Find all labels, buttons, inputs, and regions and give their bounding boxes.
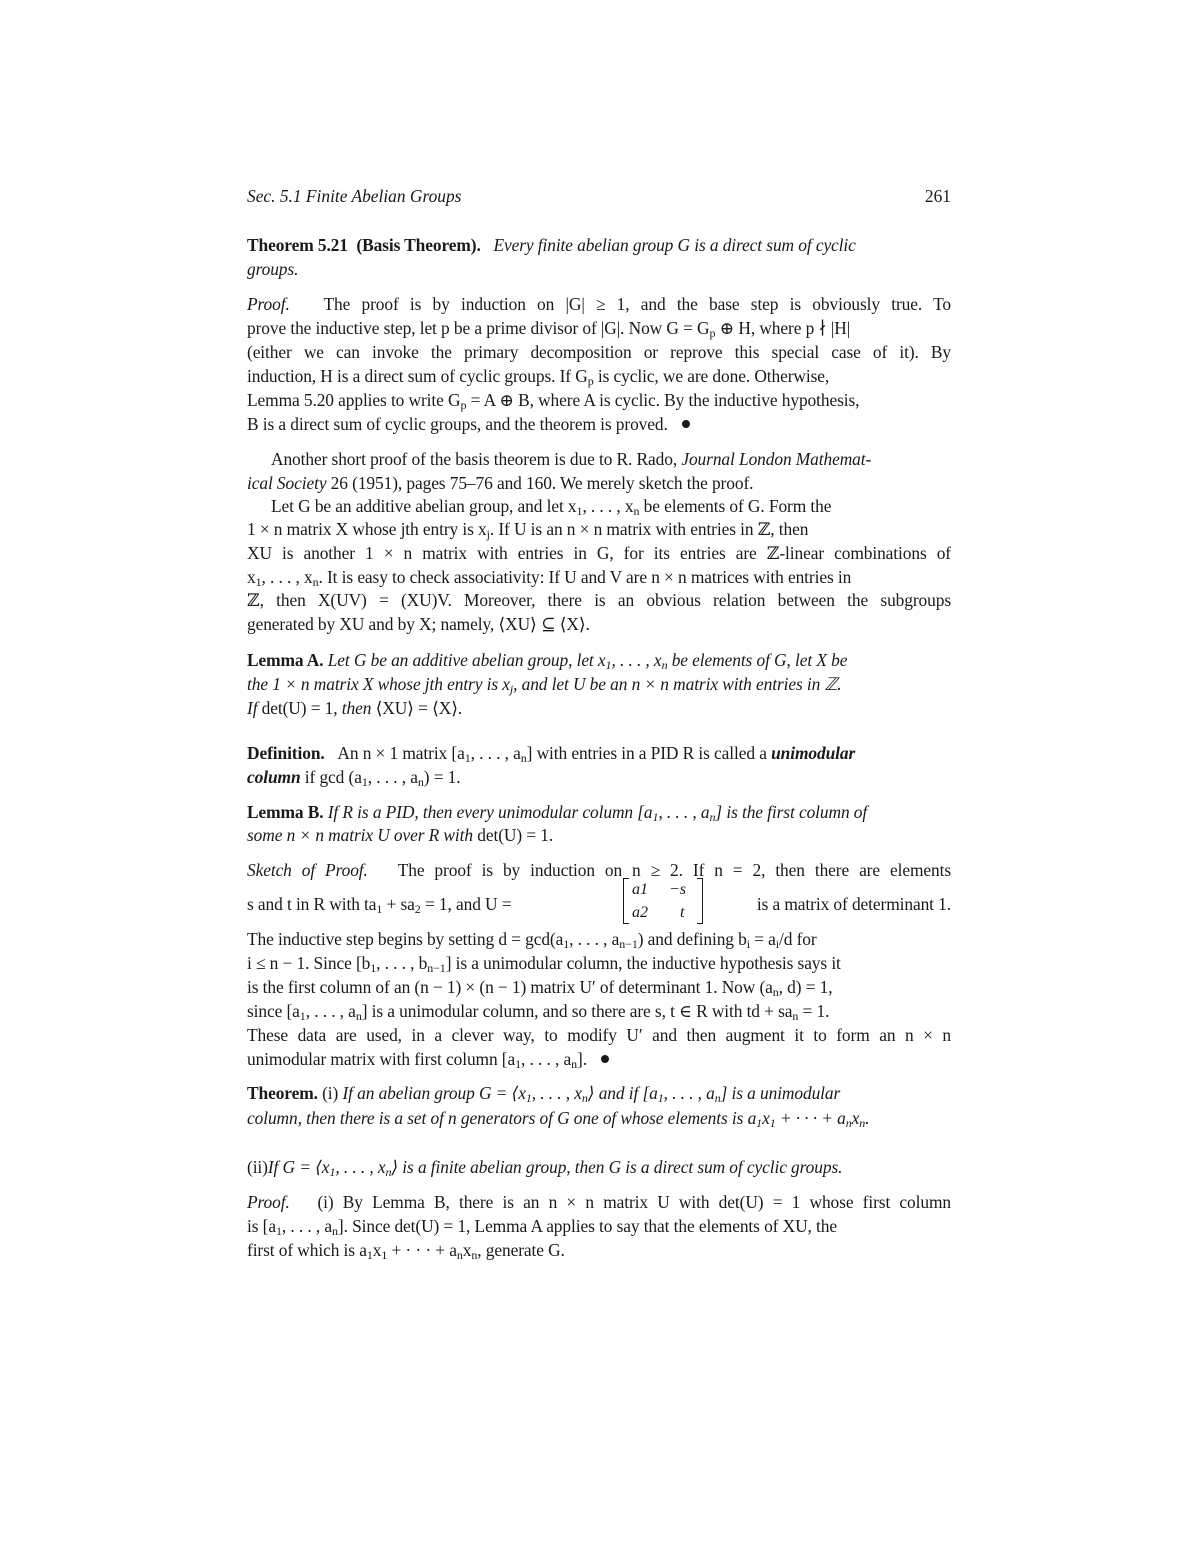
proof-text: (i) By Lemma B, there is an n × n matrix U with det(U) = 1 whose first column [317,1192,951,1212]
theorem-line-1 [247,1081,951,1105]
lemma-text: be elements of G, let X be [667,650,848,670]
para2-line-4 [247,565,951,589]
theorem-statement: Every finite abelian group G is a direct sum of cyclic [493,235,856,255]
lemma-text: det(U) = 1. [477,825,554,845]
theorem-text: , . . . , x [531,1083,582,1103]
theorem-label: Theorem. [247,1083,318,1103]
theorem-text: . [865,1108,870,1128]
subscript: n [471,1248,478,1262]
subscript: n [571,1057,578,1071]
proof-line-2 [247,316,951,340]
subscript: n [456,1248,463,1262]
subscript: 1 [563,937,570,951]
sketch-text: + sa [382,894,415,914]
definition-text: if gcd (a [300,767,362,787]
sketch-text: is the first column of an (n − 1) × (n − 1) matrix U′ of determinant 1. Now (a [247,977,773,997]
proof-label: Proof. [247,294,290,314]
para2-line-3: XU is another 1 × n matrix with entries in G, for its entries are ℤ-linear combinations of [247,543,951,563]
subscript: 1 [381,1248,388,1262]
qed-bullet-icon [601,1055,609,1063]
subscript: 1 [361,775,368,789]
sketch-line-2b: is a matrix of determinant 1. [756,894,951,914]
sketch-text: , . . . , a [305,1001,356,1021]
sketch-text: The inductive step begins by setting d = gcd(a [247,929,564,949]
sketch-text: s and t in R with ta [247,894,377,914]
subscript: n [859,1116,866,1130]
para2-line-2 [247,517,951,541]
subscript: 1 [652,810,659,824]
theorem-label: Theorem 5.21 [247,235,348,255]
paragraph-text: Another short proof of the basis theorem is due to R. Rado, [271,449,682,469]
page-number: 261 [924,186,951,206]
subscript: 1 [657,1091,664,1105]
subscript: i [775,937,780,951]
subscript: n [845,1116,852,1130]
theorem-line-3 [247,1155,951,1179]
sketch-text: = 1. [798,1001,830,1021]
proof-text: B is a direct sum of cyclic groups, and the theorem is proved. [247,414,668,434]
subscript: n [792,1009,799,1023]
rado-line-2 [247,471,951,495]
subscript: n [714,1091,721,1105]
theorem-text: , . . . , a [663,1083,715,1103]
rado-line-1 [271,447,951,471]
theorem-text: + · · · + a [775,1108,846,1128]
proof-text: is [a [247,1216,276,1236]
theorem-text: x [851,1108,860,1128]
subscript: p [587,374,594,388]
proof-text: ⊕ H, where p ∤ |H| [715,318,851,338]
theorem-text: column, then there is a set of n generators of G one of whose elements is a [247,1108,757,1128]
subscript: n [355,1009,362,1023]
lemma-b-label: Lemma B. [247,802,324,822]
sketch-text: i ≤ n − 1. Since [b [247,953,371,973]
subscript: n [661,658,668,672]
subscript: 1 [515,1057,522,1071]
theorem-text: If G = ⟨x [267,1157,330,1177]
definition-text: ) = 1. [423,767,461,787]
sketch-text: since [a [247,1001,300,1021]
paragraph-text: , . . . , x [582,496,634,516]
subscript: 1 [255,575,262,589]
sketch-line-7: These data are used, in a clever way, to modify U′ and then augment it to form an n × n [247,1025,951,1045]
sketch-line-1 [247,858,951,882]
proof-line-1 [247,292,951,316]
sketch-line-3 [247,927,951,951]
sketch-text: unimodular matrix with first column [a [247,1049,516,1069]
subscript: 1 [756,1116,763,1130]
subscript: n−1 [619,937,638,951]
theorem-5-21-line-1 [247,233,951,257]
subscript: 1 [370,961,377,975]
subscript: n [633,504,640,518]
theorem-text: ⟩ is a finite abelian group, then G is a direct sum of cyclic groups. [391,1157,843,1177]
proof-text: induction, H is a direct sum of cyclic groups. If G [247,366,588,386]
paragraph-text: , . . . , x [261,567,313,587]
lemma-b-line-2 [247,823,951,847]
sketch-text: , d) = 1, [778,977,833,997]
definition-line-1 [247,741,951,765]
proof-text: is cyclic, we are done. Otherwise, [593,366,830,386]
subscript: 1 [464,751,471,765]
paragraph-text: be elements of G. Form the [639,496,832,516]
proof-label: Proof. [247,1192,290,1212]
sketch-line-8 [247,1047,951,1071]
sketch-text: , . . . , b [376,953,428,973]
matrix-cell: t [680,904,685,921]
definition-text: An n × 1 matrix [a [337,743,465,763]
lemma-text: the 1 × n matrix X whose jth entry is x [247,674,510,694]
lemma-b-line-1 [247,800,951,824]
sketch-text: ]. [577,1049,587,1069]
lemma-a-line-1 [247,648,951,672]
theorem-text: ⟩ and if [a [587,1083,658,1103]
sketch-line-6 [247,999,951,1023]
proof-text: = A ⊕ B, where A is cyclic. By the inductive hypothesis, [466,390,860,410]
paragraph-text: . It is easy to check associativity: If U and V are n × n matrices with entries in [318,567,852,587]
sketch-text: = a [749,929,776,949]
journal-title: Journal London Mathemat- [681,449,872,469]
definition-text: ] with entries in a PID R is called a [526,743,772,763]
lemma-text: If R is a PID, then every unimodular column [a [323,802,653,822]
paragraph-text: Let G be an additive abelian group, and let x [271,496,577,516]
paragraph-text: 26 (1951), pages 75–76 and 160. We merely sketch the proof. [326,473,754,493]
left-bracket [623,878,629,924]
running-header [247,184,951,208]
proof-text: ]. Since det(U) = 1, Lemma A applies to say that the elements of XU, the [337,1216,837,1236]
theorem-text: (i) [317,1083,343,1103]
proof-text: + · · · + a [387,1240,457,1260]
proof-text: , generate G. [477,1240,565,1260]
defined-term: unimodular [771,743,856,763]
matrix-cell: a1 [632,881,648,898]
para2-line-5: ℤ, then X(UV) = (XU)V. Moreover, there is an obvious relation between the subgroups [247,590,951,610]
lemma-text: some n × n matrix U over R with [247,825,478,845]
matrix-cell: a2 [632,904,648,921]
proof-text: Lemma 5.20 applies to write G [247,390,461,410]
proof-line-3: (either we can invoke the primary decomposition or reprove this special case of it). By [247,342,951,362]
subscript: 1 [299,1009,306,1023]
sketch-line-2a [247,892,623,916]
subscript: 1 [525,1091,532,1105]
subscript: n [385,1165,392,1179]
subscript: 1 [769,1116,776,1130]
proof-text: first of which is a [247,1240,367,1260]
right-bracket [697,878,703,924]
proof-text: x [462,1240,472,1260]
para2-line-6: generated by XU and by X; namely, ⟨XU⟩ ⊆ ⟨X⟩. [247,614,590,634]
subscript: p [460,398,467,412]
paragraph-text: . If U is an n × n matrix with entries in ℤ, then [489,519,809,539]
paragraph-text: x [247,567,256,587]
defined-term: column [247,767,301,787]
lemma-text: ] is the first column of [715,802,868,822]
matrix-cell: −s [669,881,687,898]
proof-text: The proof is by induction on |G| ≥ 1, and the base step is obviously true. To [323,294,951,314]
subscript: 2 [414,902,421,916]
proof-line-6 [247,412,951,436]
lemma-text: , . . . , a [658,802,710,822]
lemma-text: If [247,698,262,718]
subscript: 1 [576,504,583,518]
proof2-line-1 [247,1190,951,1214]
sketch-text: The proof is by induction on n ≥ 2. If n = 2, then there are elements [397,860,951,880]
sketch-line-5 [247,975,951,999]
proof2-line-3 [247,1238,951,1262]
subscript: j [509,682,514,696]
subscript: 1 [605,658,612,672]
lemma-a-line-3 [247,696,951,720]
proof-text: x [372,1240,382,1260]
theorem-line-2 [247,1106,951,1130]
sketch-text: = 1, and U = [420,894,512,914]
definition-text: , . . . , a [470,743,521,763]
lemma-text: det(U) = 1, [261,698,338,718]
theorem-name: (Basis Theorem). [356,235,481,255]
para2-line-1 [271,494,951,518]
sketch-line-4 [247,951,951,975]
subscript: n−1 [427,961,446,975]
proof-line-4 [247,364,951,388]
theorem-5-21-line-2: groups. [247,259,299,279]
subscript: j [486,527,490,541]
sketch-text: , . . . , a [569,929,620,949]
journal-title: ical Society [247,473,327,493]
sketch-text: /d for [779,929,817,949]
sketch-text: , . . . , a [521,1049,572,1069]
subscript: n [581,1091,588,1105]
lemma-text: , and let U be an n × n matrix with entries in ℤ. [513,674,842,694]
matrix-u [623,876,703,926]
subscript: n [709,810,716,824]
sketch-label: Sketch of Proof. [247,860,368,880]
proof-text: prove the inductive step, let p be a prime divisor of |G|. Now G = G [247,318,710,338]
paragraph-text: 1 × n matrix X whose jth entry is x [247,519,487,539]
subscript: 1 [376,902,383,916]
subscript: n [772,985,779,999]
proof-line-5 [247,388,951,412]
proof2-line-2 [247,1214,951,1238]
lemma-text: then [337,698,376,718]
qed-bullet-icon [682,420,690,428]
lemma-text: ⟨XU⟩ = ⟨X⟩. [375,698,463,718]
theorem-text: (ii) [247,1157,268,1177]
subscript: i [746,937,750,951]
subscript: n [520,751,527,765]
proof-text: , . . . , a [281,1216,332,1236]
subscript: n [331,1224,338,1238]
section-title: Sec. 5.1 Finite Abelian Groups [247,186,462,206]
definition-label: Definition. [247,743,325,763]
definition-line-2 [247,765,951,789]
lemma-a-label: Lemma A. [247,650,324,670]
lemma-a-line-2 [247,672,951,696]
theorem-text: , . . . , x [335,1157,386,1177]
sketch-text: ) and defining b [637,929,747,949]
subscript: 1 [329,1165,336,1179]
lemma-text: , . . . , x [611,650,662,670]
subscript: p [709,326,716,340]
subscript: n [312,575,319,589]
sketch-text: ] is a unimodular column, the inductive hypothesis says it [445,953,841,973]
lemma-text: Let G be an additive abelian group, let x [323,650,606,670]
theorem-text: x [762,1108,770,1128]
definition-text: , . . . , a [367,767,418,787]
sketch-text: ] is a unimodular column, and so there are s, t ∈ R with td + sa [361,1001,793,1021]
theorem-text: If an abelian group G = ⟨x [342,1083,526,1103]
subscript: n [417,775,424,789]
subscript: 1 [366,1248,373,1262]
theorem-text: ] is a unimodular [720,1083,841,1103]
subscript: 1 [275,1224,282,1238]
